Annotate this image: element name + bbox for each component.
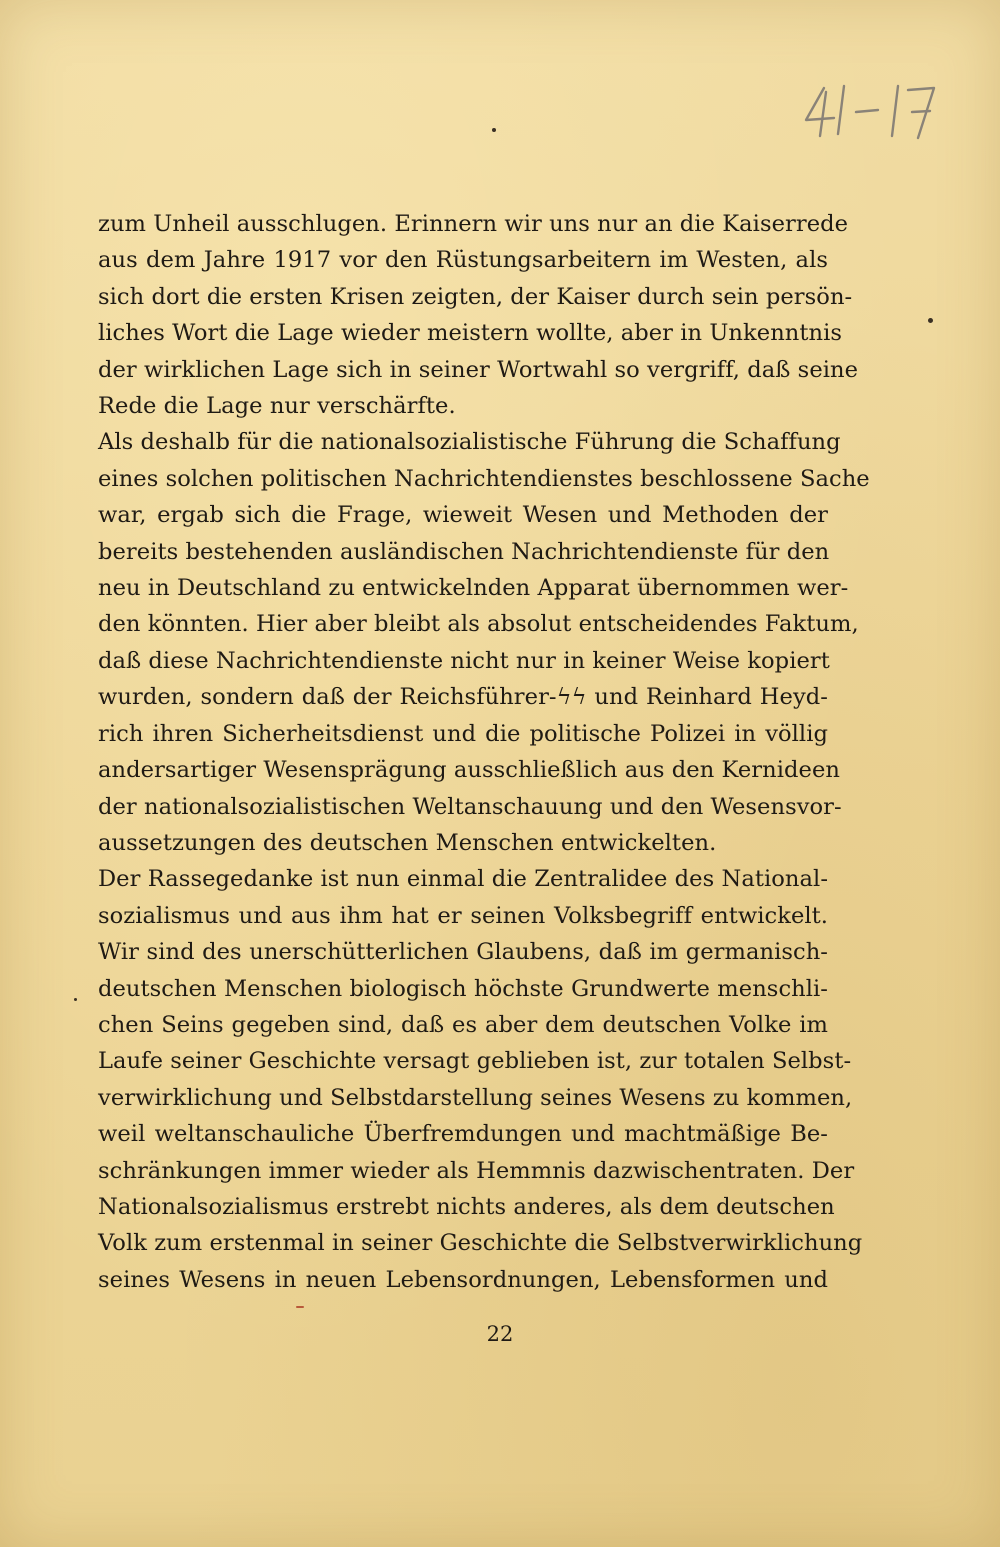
text-line: sich dort die ersten Krisen zeigten, der Kaiser durch sein persön- (98, 283, 853, 310)
text-line: Als deshalb für die nationalsozialistische Führung die Schaffung (98, 429, 841, 456)
text-line: andersartiger Wesensprägung ausschließlich aus den Kernideen (98, 757, 840, 784)
text-line: seines Wesens in neuen Lebensordnungen, Lebensformen und (98, 1266, 828, 1293)
text-line: bereits bestehenden ausländischen Nachrichtendienste für den (98, 538, 830, 565)
text-line: verwirklichung und Selbstdarstellung seines Wesens zu kommen, (98, 1084, 853, 1111)
text-line: Rede die Lage nur verschärfte. (98, 393, 456, 420)
text-line: schränkungen immer wieder als Hemmnis dazwischentraten. Der (98, 1157, 855, 1184)
ink-speck (492, 128, 496, 132)
text-line: der wirklichen Lage sich in seiner Wortwahl so vergriff, daß seine (98, 356, 859, 383)
text-line: Volk zum erstenmal in seiner Geschichte die Selbstverwirklichung (98, 1230, 863, 1257)
text-line: Wir sind des unerschütterlichen Glaubens, daß im germanisch- (98, 939, 828, 966)
text-line: Nationalsozialismus erstrebt nichts anderes, als dem deutschen (98, 1193, 835, 1220)
text-line: zum Unheil ausschlugen. Erinnern wir uns nur an die Kaiserrede (98, 211, 849, 237)
text-line: aussetzungen des deutschen Menschen entwickelten. (98, 829, 717, 856)
text-line: sozialismus und aus ihm hat er seinen Volksbegriff entwickelt. (98, 902, 828, 929)
text-line: wurden, sondern daß der Reichsführer-ϟϟ und Reinhard Heyd- (98, 684, 828, 711)
ink-speck (928, 318, 933, 323)
text-line: rich ihren Sicherheitsdienst und die politische Polizei in völlig (98, 720, 828, 747)
handwritten-archive-mark (800, 78, 960, 148)
text-line: war, ergab sich die Frage, wieweit Wesen und Methoden der (98, 502, 828, 529)
text-line: der nationalsozialistischen Weltanschauung und den Wesensvor- (98, 793, 842, 820)
ink-speck (296, 1306, 304, 1308)
text-line: liches Wort die Lage wieder meistern wollte, aber in Unkenntnis (98, 320, 843, 347)
ink-speck (74, 998, 77, 1001)
text-line: eines solchen politischen Nachrichtendienstes beschlossene Sache (98, 465, 870, 492)
text-line: den könnten. Hier aber bleibt als absolut entscheidendes Faktum, (98, 611, 859, 638)
text-line: daß diese Nachrichtendienste nicht nur in keiner Weise kopiert (98, 647, 830, 674)
text-line: Laufe seiner Geschichte versagt geblieben ist, zur totalen Selbst- (98, 1048, 852, 1075)
text-line: chen Seins gegeben sind, daß es aber dem deutschen Volke im (98, 1011, 828, 1038)
text-line: weil weltanschauliche Überfremdungen und machtmäßige Be- (98, 1121, 828, 1148)
text-line: Der Rassegedanke ist nun einmal die Zentralidee des National- (98, 866, 828, 893)
text-line: deutschen Menschen biologisch höchste Grundwerte menschli- (98, 975, 828, 1002)
body-text (98, 206, 870, 1298)
pencil-number-drawing (800, 78, 960, 148)
page-number: 22 (486, 1322, 514, 1346)
text-line: neu in Deutschland zu entwickelnden Apparat übernommen wer- (98, 575, 849, 602)
text-line: aus dem Jahre 1917 vor den Rüstungsarbeitern im Westen, als (98, 247, 828, 274)
